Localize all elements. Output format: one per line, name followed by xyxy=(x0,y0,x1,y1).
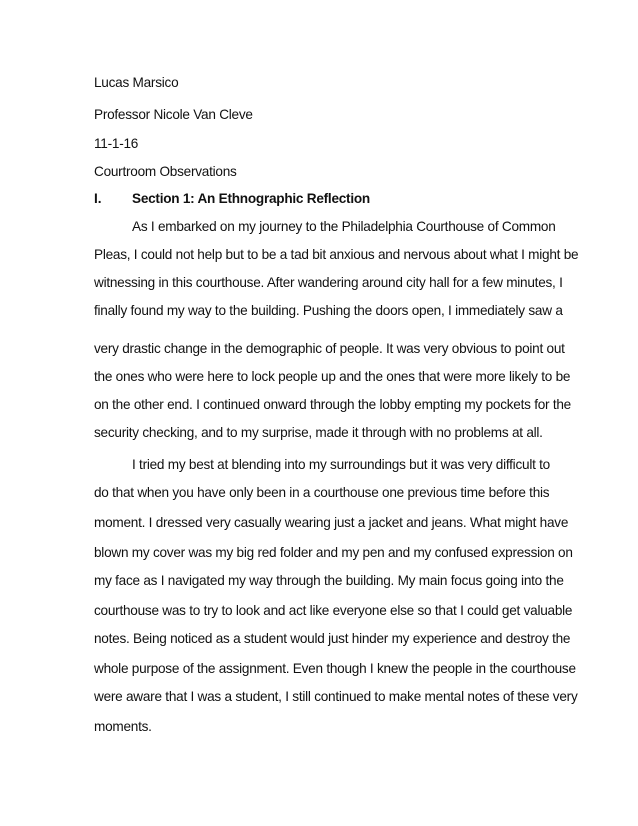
paragraph-2-line: moments. xyxy=(94,719,152,734)
paragraph-1-line: on the other end. I continued onward through the lobby empting my pockets for the xyxy=(94,397,571,412)
paragraph-2-line: I tried my best at blending into my surroundings but it was very difficult to xyxy=(132,457,550,472)
author-name: Lucas Marsico xyxy=(94,75,179,90)
paragraph-2-line: my face as I navigated my way through the building. My main focus going into the xyxy=(94,573,564,588)
paragraph-2-line: courthouse was to try to look and act like everyone else so that I could get valuable xyxy=(94,603,573,618)
section-title: Section 1: An Ethnographic Reflection xyxy=(132,191,370,206)
paragraph-2-line: whole purpose of the assignment. Even though I knew the people in the courthouse xyxy=(94,661,576,676)
paragraph-2-line: do that when you have only been in a courthouse one previous time before this xyxy=(94,485,550,500)
paragraph-1-line: As I embarked on my journey to the Philadelphia Courthouse of Common xyxy=(132,219,556,234)
paragraph-1-line: the ones who were here to lock people up and the ones that were more likely to be xyxy=(94,369,571,384)
paragraph-1-line: witnessing in this courthouse. After wandering around city hall for a few minutes, I xyxy=(94,275,563,290)
paragraph-1-line: very drastic change in the demographic of people. It was very obvious to point out xyxy=(94,341,565,356)
paragraph-2-line: blown my cover was my big red folder and my pen and my confused expression on xyxy=(94,545,573,560)
paragraph-1-line: finally found my way to the building. Pushing the doors open, I immediately saw a xyxy=(94,303,563,318)
document-title: Courtroom Observations xyxy=(94,164,237,179)
paragraph-2-line: moment. I dressed very casually wearing just a jacket and jeans. What might have xyxy=(94,515,569,530)
paragraph-2-line: notes. Being noticed as a student would just hinder my experience and destroy the xyxy=(94,631,571,646)
paragraph-2-line: were aware that I was a student, I still continued to make mental notes of these very xyxy=(94,689,578,704)
professor-name: Professor Nicole Van Cleve xyxy=(94,107,253,122)
document-date: 11-1-16 xyxy=(94,136,139,151)
paragraph-1-line: Pleas, I could not help but to be a tad bit anxious and nervous about what I might be xyxy=(94,247,579,262)
section-number: I. xyxy=(94,191,102,206)
paragraph-1-line: security checking, and to my surprise, made it through with no problems at all. xyxy=(94,425,543,440)
